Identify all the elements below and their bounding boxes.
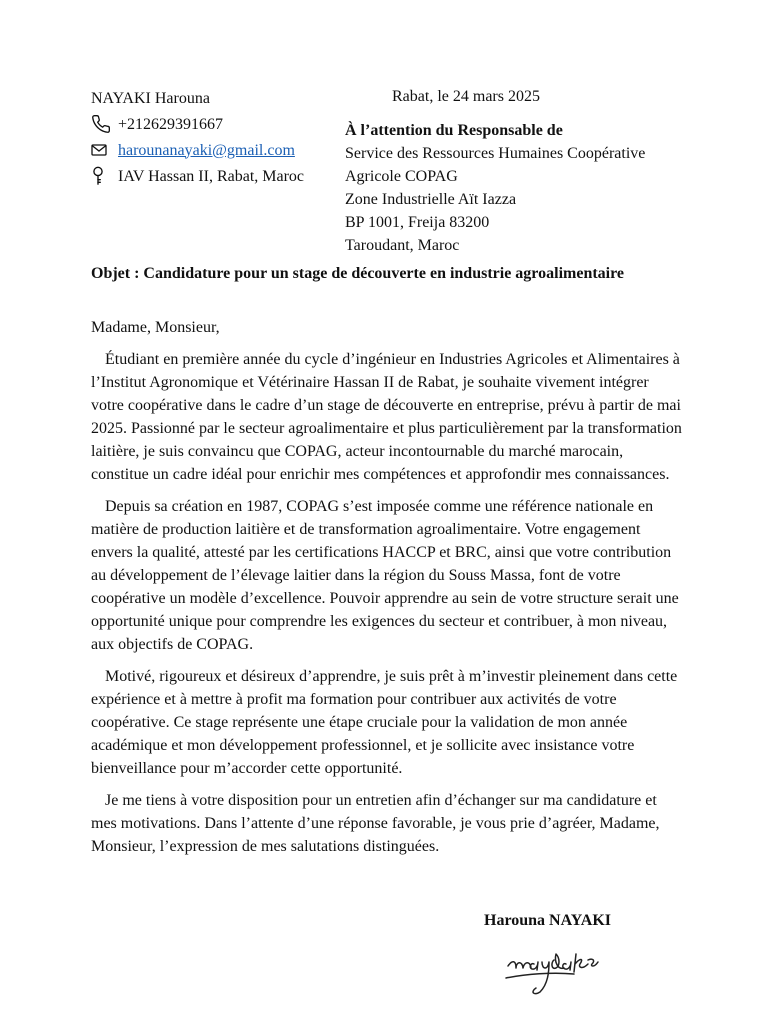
signature-name: Harouna NAYAKI: [484, 912, 612, 929]
sender-phone: +212629391667: [118, 115, 224, 133]
body-paragraph: Étudiant en première année du cycle d’ingénieur en Industries Agricoles et Alimentaires à l’Institut Agronomique et Vétérinaire Hassan II de Rabat, je souhaite vivement intégrer votre coopérative dans le cadre d’un stage de découverte en entreprise, prévu à partir de mai 2025. Passionné par le secteur agroalimentaire et plus particulièrement par la transformation laitière, je suis convaincu que COPAG, acteur incontournable du marché marocain, constitue un cadre idéal pour enrichir mes compétences et approfondir mes connaissances.: [91, 351, 682, 483]
salutation: Madame, Monsieur,: [91, 319, 220, 336]
sender-email-link[interactable]: harounanayaki@gmail.com: [118, 141, 295, 159]
sender-phone-line: [91, 111, 304, 137]
recipient-attention: À l’attention du Responsable de: [345, 122, 563, 139]
body-paragraph: Depuis sa création en 1987, COPAG s’est imposée comme une référence nationale en matière de production laitière et de transformation agroalimentaire. Votre engagement envers la qualité, attesté par les certifications HACCP et BRC, ainsi que votre contribution au développement de l’élevage laitier dans la région du Souss Massa, font de votre coopérative un modèle d’excellence. Pouvoir apprendre au sein de votre structure serait une opportunité unique pour comprendre les exigences du secteur et contribuer, à mon niveau, aux objectifs de COPAG.: [91, 498, 679, 653]
handwritten-signature: [504, 948, 604, 1005]
recipient-line: Zone Industrielle Aït Iazza: [345, 191, 517, 208]
sender-name: NAYAKI Harouna: [91, 89, 210, 107]
recipient-line: Agricole COPAG: [345, 168, 458, 185]
body-paragraph: Je me tiens à votre disposition pour un entretien afin d’échanger sur ma candidature et mes motivations. Dans l’attente d’une réponse favorable, je vous prie d’agréer, Madame, Monsieur, l’expression de mes salutations distinguées.: [91, 792, 660, 855]
sender-email-line: [91, 137, 304, 163]
recipient-block: [345, 119, 645, 257]
recipient-line: Taroudant, Maroc: [345, 237, 460, 254]
sender-block: [91, 85, 304, 189]
recipient-line: Service des Ressources Humaines Coopérative: [345, 145, 646, 162]
recipient-line: BP 1001, Freija 83200: [345, 214, 490, 231]
letter-body: [91, 348, 683, 867]
location-pin-icon: [91, 166, 113, 186]
body-paragraph: Motivé, rigoureux et désireux d’apprendre, je suis prêt à m’investir pleinement dans cette expérience et à mettre à profit ma formation pour contribuer aux activités de votre coopérative. Ce stage représente une étape cruciale pour la validation de mon année académique et mon développement professionnel, et je sollicite avec insistance votre bienveillance pour m’accorder cette opportunité.: [91, 668, 678, 777]
letter-subject: Objet : Candidature pour un stage de découverte en industrie agroalimentaire: [91, 265, 625, 282]
sender-address: IAV Hassan II, Rabat, Maroc: [118, 167, 305, 185]
envelope-icon: [91, 140, 113, 160]
sender-address-line: [91, 163, 304, 189]
letter-date: Rabat, le 24 mars 2025: [392, 88, 540, 105]
phone-icon: [91, 114, 113, 134]
